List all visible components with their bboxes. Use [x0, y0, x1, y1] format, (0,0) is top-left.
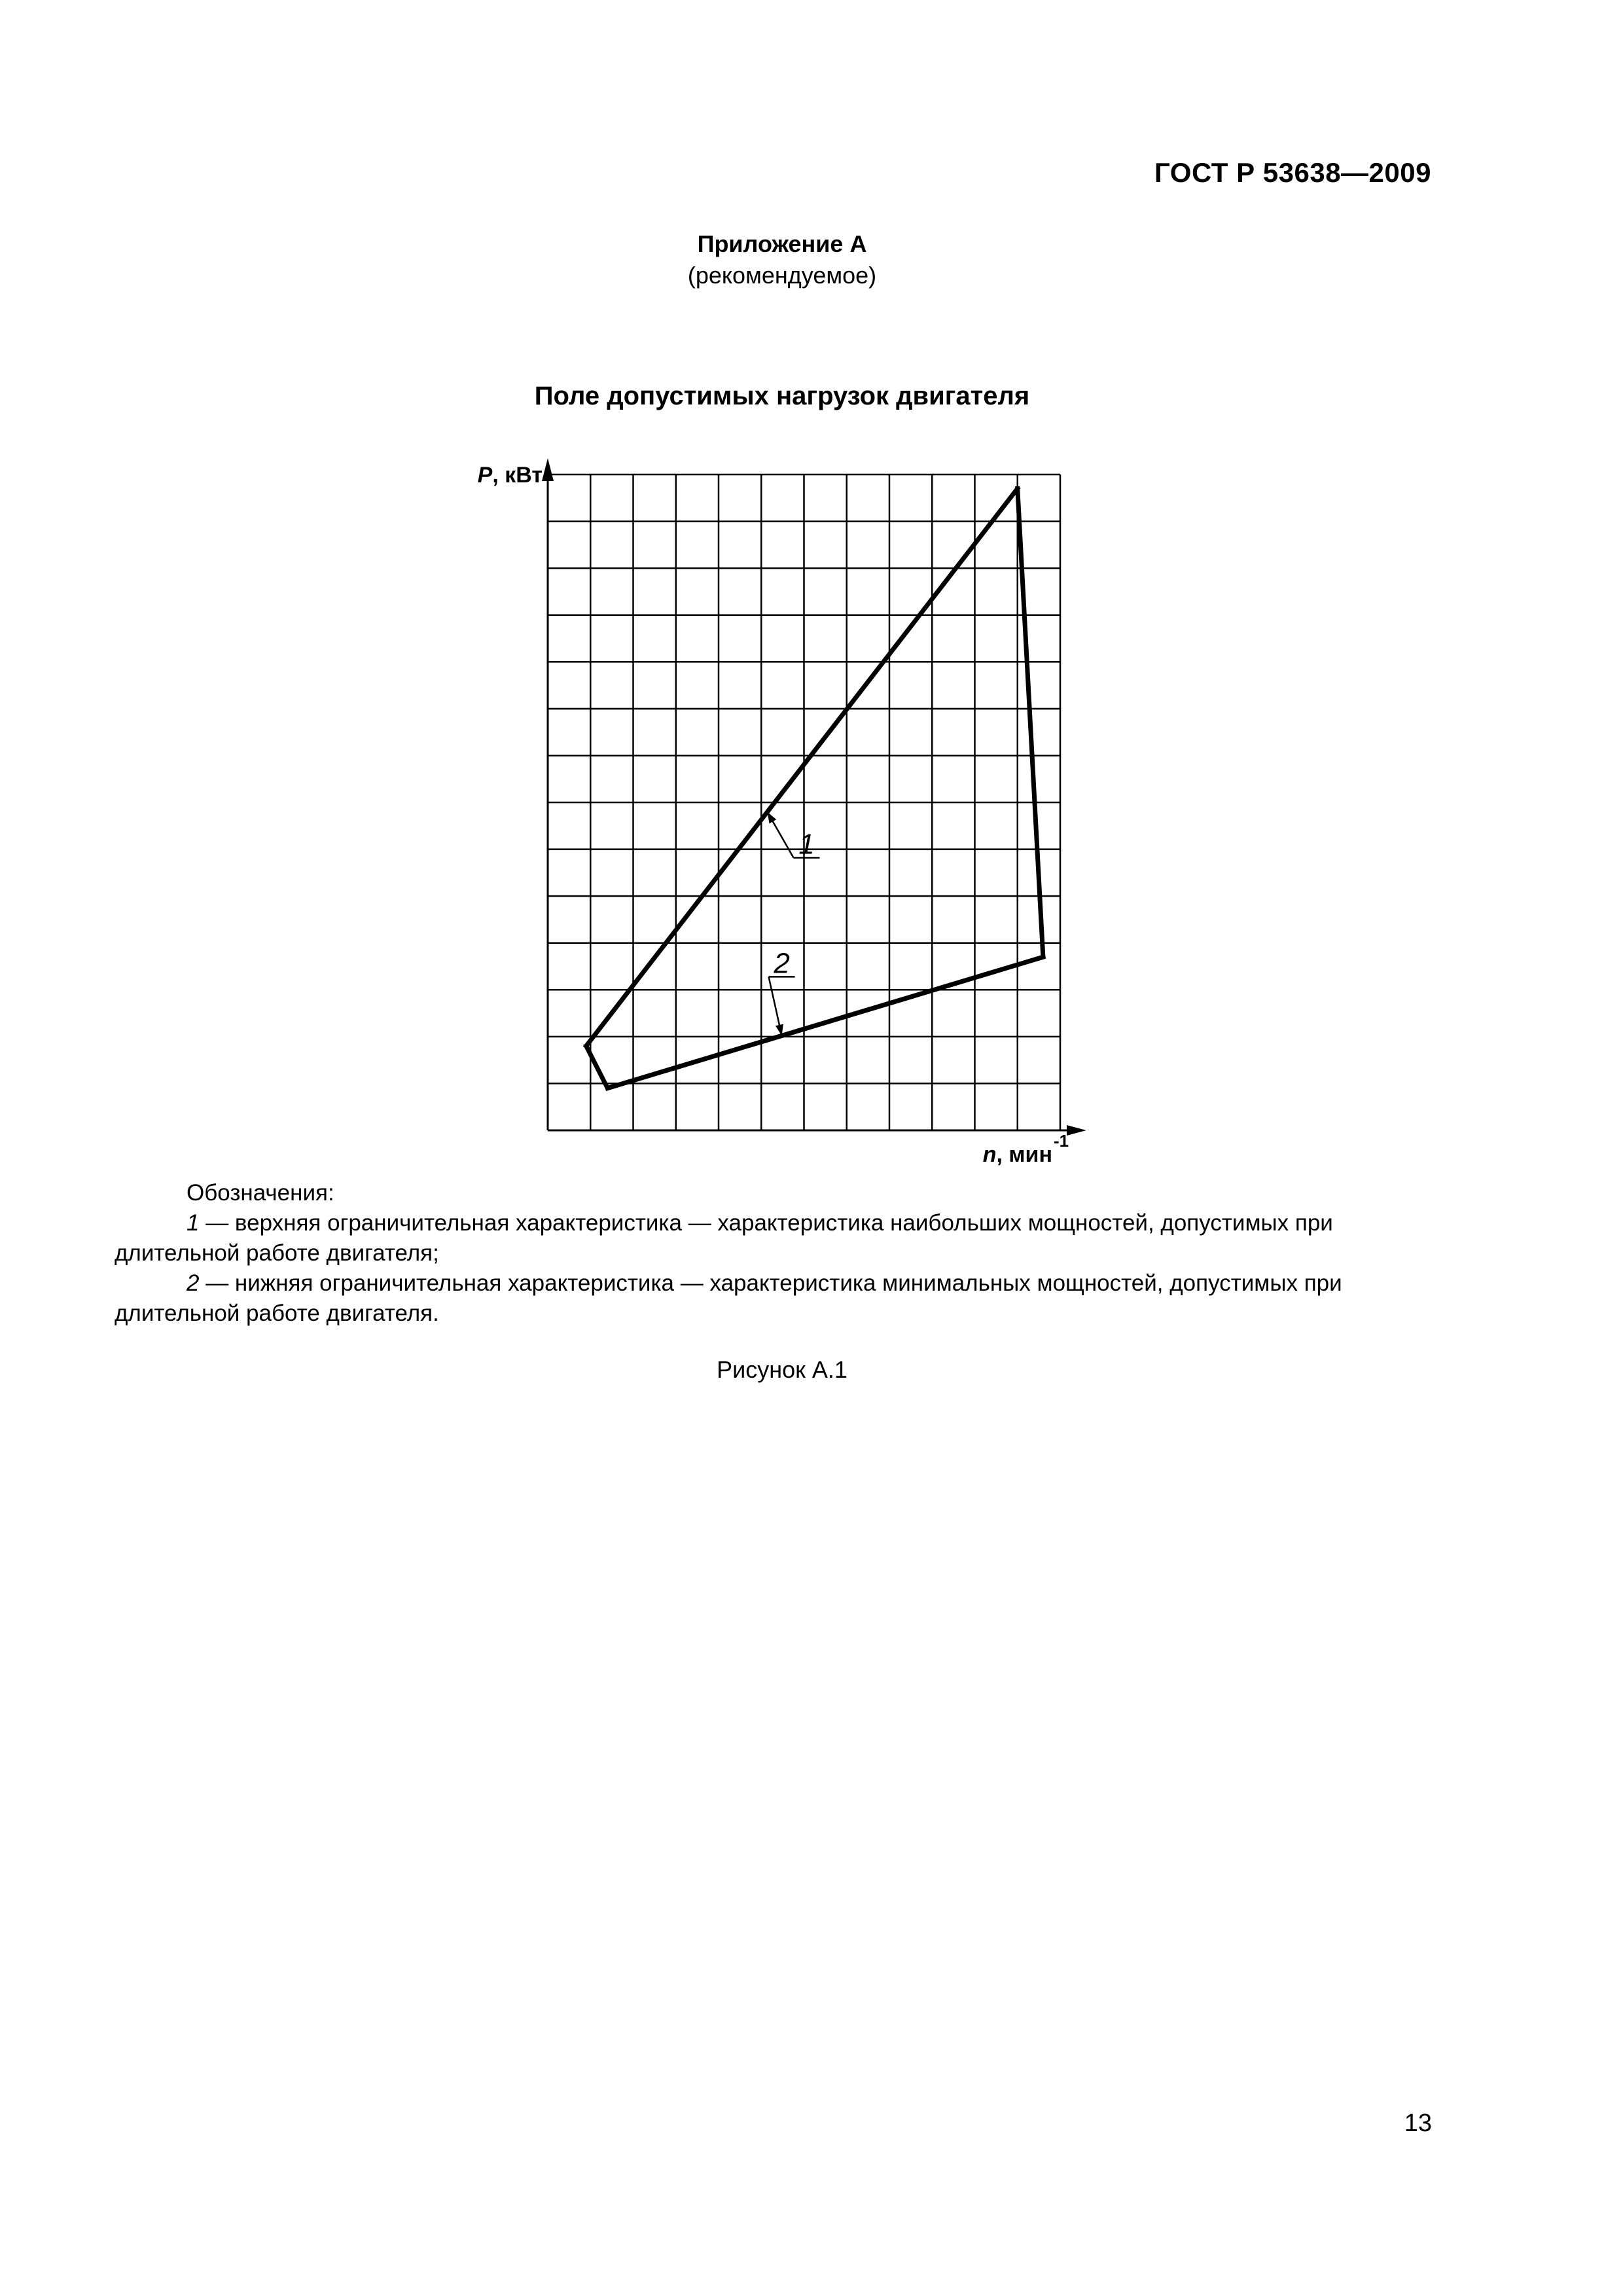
legend-item-text: — верхняя ограничительная характеристика — характеристика наибольших мощностей, допустимых при длительной работе двигателя;: [115, 1210, 1333, 1266]
callout-label: 1: [798, 828, 815, 861]
engine-load-chart: [471, 439, 1093, 1185]
y-axis-variable: P: [477, 463, 493, 488]
x-axis-label: [983, 1142, 1052, 1167]
callout-label: 2: [774, 947, 790, 980]
callout-arrowhead: [768, 812, 777, 823]
y-axis-label: [478, 463, 543, 488]
page-number: 13: [1404, 2109, 1432, 2137]
legend-item-2: [115, 1268, 1431, 1329]
appendix-subtitle: (рекомендуемое): [687, 262, 877, 289]
figure-title: Поле допустимых нагрузок двигателя: [534, 382, 1030, 410]
legend-item-number: 1: [187, 1210, 200, 1236]
document-header: ГОСТ Р 53638—2009: [1154, 157, 1431, 188]
x-axis-unit: , мин: [996, 1142, 1052, 1167]
upper-limit-line: [586, 488, 1018, 1046]
legend-item-text: — нижняя ограничительная характеристика — характеристика минимальных мощностей, допустимых при длительной работе двигателя.: [115, 1270, 1342, 1326]
x-axis-variable: n: [982, 1142, 997, 1167]
y-axis-arrow: [542, 458, 554, 481]
legend-item-1: [115, 1208, 1431, 1268]
appendix-title: Приложение А: [697, 230, 867, 257]
legend-item-number: 2: [187, 1270, 200, 1296]
y-axis-unit: , кВт: [492, 463, 543, 488]
legend-heading: Обозначения:: [187, 1180, 334, 1206]
figure-caption: Рисунок А.1: [717, 1356, 847, 1383]
chart-grid: [548, 475, 1060, 1130]
legend-notes: [115, 1178, 1431, 1329]
x-axis-unit-exponent: -1: [1054, 1131, 1069, 1151]
x-axis-arrow: [1067, 1125, 1086, 1136]
chart-axes: [542, 458, 1086, 1136]
